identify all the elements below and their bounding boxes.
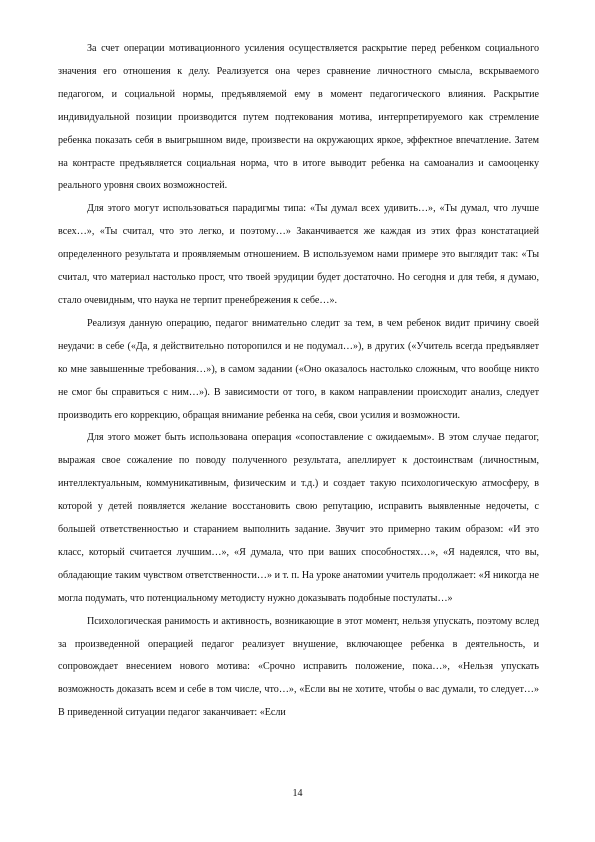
paragraph-4: Для этого может быть использована операция «сопоставление с ожидаемым». В этом случае педагог, выражая свое сожаление по поводу полученного результата, апеллирует к достоинствам (личностным, интеллектуальным, коммуникативным, физическим и т.д.) и создает такую психологическую атмосферу, в которой у детей появляется желание восстановить свою репутацию, исправить выявленные недочеты, с большей ответственностью и старанием выполнить задание. Звучит это примерно таким образом: «И это класс, который считается лучшим…», «Я думала, что при ваших способностях…», «Я надеялся, что вы, обладающие таким чувством ответственности…» и т. п. На уроке анатомии учитель продолжает: «Я никогда не могла подумать, что потенциальному методисту нужно доказывать подобные постулаты…» [58, 432, 539, 604]
page-body [58, 38, 539, 725]
page-number: 14 [292, 788, 303, 799]
paragraph-1: За счет операции мотивационного усиления осуществляется раскрытие перед ребенком социального значения его отношения к делу. Реализуется она через сравнение личностного смысла, вскрываемого педагогом, и социальной нормы, предъявляемой ему в момент педагогического влияния. Раскрытие индивидуальной позиции производится путем подтекования мотива, интерпретируемого как стремление ребенка показать себя в выигрышном виде, произвести на окружающих яркое, эффектное впечатление. Затем на контрасте предъявляется социальная норма, что в итоге выводит ребенка на самоанализ и самооценку реального уровня своих возможностей. [58, 43, 539, 192]
paragraph-2: Для этого могут использоваться парадигмы типа: «Ты думал всех удивить…», «Ты думал, что лучше всех…», «Ты считал, что это легко, и поэтому…» Заканчивается же каждая из этих фраз констатацией определенного результата и проявляемым отношением. В используемом нами примере это выглядит так: «Ты считал, что материал настолько прост, что твоей эрудиции будет достаточно. Но сегодня и для тебя, я думаю, стало очевидным, что наука не терпит пренебрежения к себе…». [58, 203, 539, 306]
paragraph-5: Психологическая ранимость и активность, возникающие в этот момент, нельзя упускать, поэтому вслед за произведенной операцией педагог реализует внушение, включающее ребенка в деятельность, и сопровождает внесением нового мотива: «Срочно исправить положение, пока…», «Нельзя упускать возможность доказать всем и себе в том числе, что…», «Если вы не хотите, чтобы о вас думали, то следует…» В приведенной ситуации педагог заканчивает: «Если [58, 615, 539, 719]
paragraph-3: Реализуя данную операцию, педагог внимательно следит за тем, в чем ребенок видит причину своей неудачи: в себе («Да, я действительно поторопился и не подумал…»), в других («Учитель всегда предъявляет ко мне завышенные требования…»), в самом задании («Оно оказалось настолько сложным, что вообще никто не смог бы справиться с ним…»). В зависимости от того, в каком направлении происходит анализ, следует производить его коррекцию, обращая внимание ребенка на себя, свои усилия и возможности. [58, 317, 539, 421]
